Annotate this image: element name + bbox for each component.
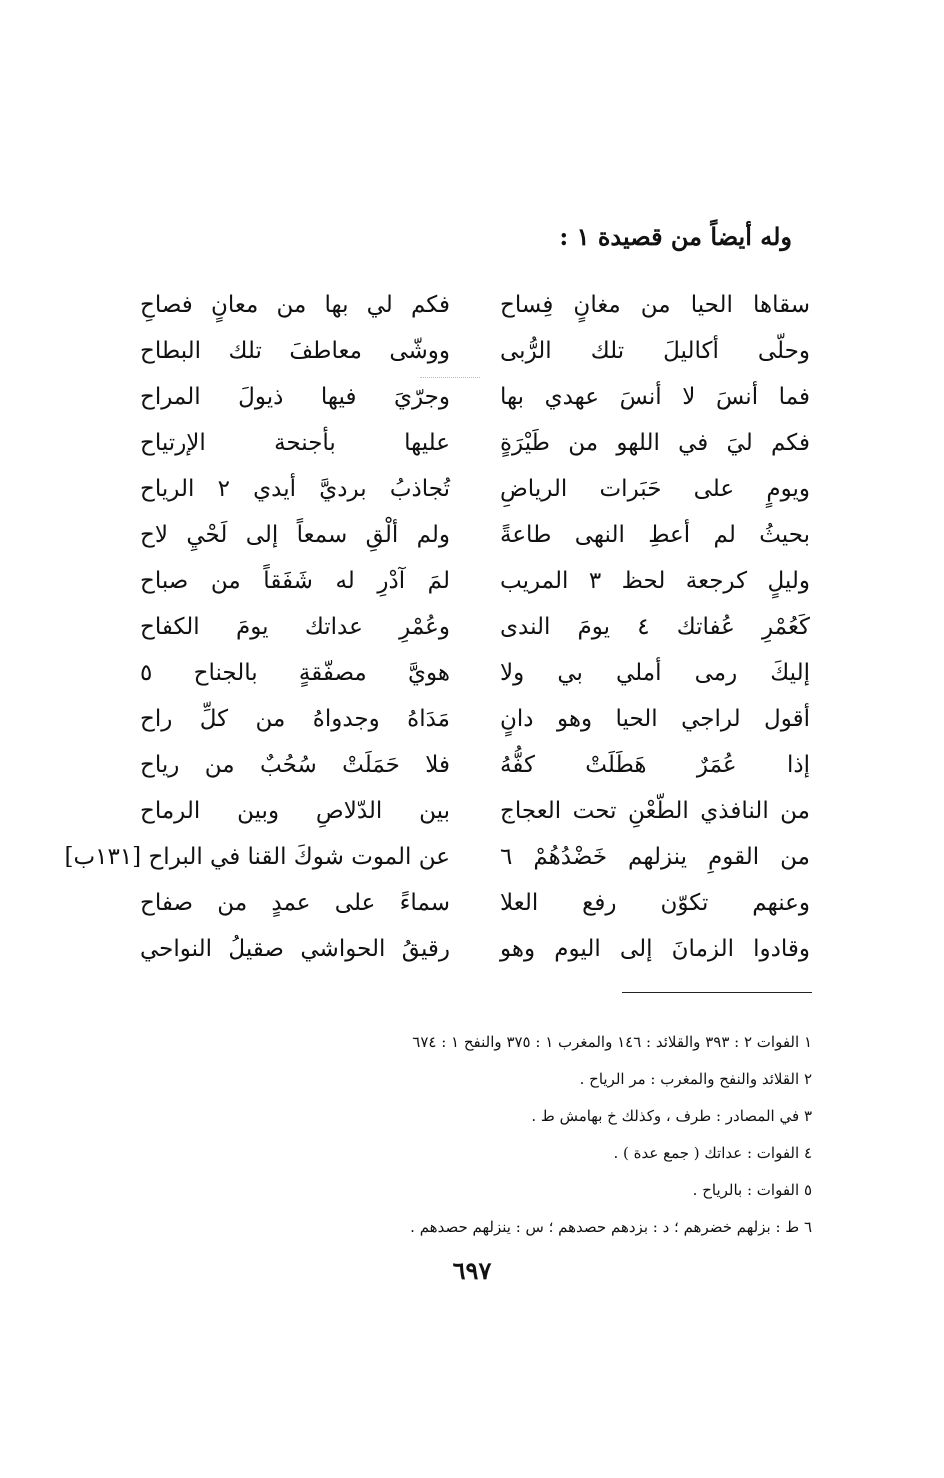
second-hemistich: فلا حَمَلَتْ سُحُبٌ من رياح	[140, 752, 450, 778]
second-hemistich: وعُمْرِ عداتك يومَ الكفاح	[140, 614, 450, 640]
first-hemistich: فما أنسَ لا أنسَ عهدي بها	[500, 384, 810, 410]
first-hemistich: وليلٍ كرجعة لحظ ٣ المريب	[500, 568, 810, 594]
second-hemistich: رقيقُ الحواشي صقيلُ النواحي	[140, 936, 450, 962]
verse-line	[140, 512, 810, 558]
verse-line	[140, 558, 810, 604]
footnote: ٤ الفوات : عداتك ( جمع عدة ) .	[613, 1144, 812, 1162]
second-hemistich: عن الموت شوكَ القنا في البراح [١٣١ب]	[64, 844, 450, 870]
second-hemistich: ووشّى معاطفَ تلك البطاح	[140, 338, 450, 364]
verse-line	[140, 466, 810, 512]
first-hemistich: سقاها الحيا من مغانٍ فِساح	[500, 292, 810, 318]
first-hemistich: وحلّى أكاليلَ تلك الرُّبى	[500, 338, 810, 364]
second-hemistich: هويَّ مصفّقةٍ بالجناح ٥	[140, 660, 450, 686]
poem-heading: وله أيضاً من قصيدة ١ :	[559, 222, 792, 251]
first-hemistich: ويومٍ على حَبَرات الرياضِ	[500, 476, 810, 502]
verse-line	[140, 328, 810, 374]
verse-line	[140, 282, 810, 328]
second-hemistich: تُجاذبُ برديَّ أيدي ٢ الرياح	[140, 476, 450, 502]
second-hemistich: وجرّيَ فيها ذيولَ المراح	[140, 384, 450, 410]
first-hemistich: بحيثُ لم أعطِ النهى طاعةً	[500, 522, 810, 548]
second-hemistich: مَدَاهُ وجدواهُ من كلِّ راح	[140, 706, 450, 732]
poem-verses	[64, 282, 811, 972]
second-hemistich: فكم لي بها من معانٍ فصاحِ	[140, 292, 450, 318]
verse-line	[140, 420, 810, 466]
verse-line	[140, 374, 810, 420]
second-hemistich: بين الدّلاصِ وبين الرماح	[140, 798, 450, 824]
footnotes	[212, 1024, 812, 1246]
verse-line	[140, 926, 810, 972]
footnote: ١ الفوات ٢ : ٣٩٣ والقلائد : ١٤٦ والمغرب ١ : ٣٧٥ والنفح ١ : ٦٧٤	[412, 1033, 812, 1051]
page-number: ٦٩٧	[452, 1256, 492, 1285]
first-hemistich: وعنهم تكوّن رفع العلا	[500, 890, 810, 916]
second-hemistich: لمَ آدْرِ له شَفَقاً من صباح	[140, 568, 450, 594]
footnote: ٦ ط : بزلهم خضرهم ؛ د : بزدهم حصدهم ؛ س : ينزلهم حصدهم .	[410, 1218, 812, 1236]
first-hemistich: إذا عُمَرٌ هَطَلَتْ كفُّهُ	[500, 752, 810, 778]
footnote: ٢ القلائد والنفح والمغرب : مر الرياح .	[579, 1070, 812, 1088]
first-hemistich: إليكَ رمى أملي بي ولا	[500, 660, 810, 686]
verse-line	[140, 742, 810, 788]
second-hemistich: ولم ألْقِ سمعاً إلى لَحْيِ لاح	[140, 522, 450, 548]
first-hemistich: من القومِ ينزلهم خَضْدُهُمْ ٦	[500, 844, 810, 870]
first-hemistich: فكم ليَ في اللهو من طَيْرَةٍ	[500, 430, 810, 456]
verse-line	[64, 834, 810, 880]
first-hemistich: كَعُمْرِ عُفاتك ٤ يومَ الندى	[500, 614, 811, 640]
first-hemistich: من النافذي الطّعْنِ تحت العجاج	[500, 798, 810, 824]
footnote-divider	[622, 992, 812, 993]
footnote: ٣ في المصادر : طرف ، وكذلك خ بهامش ط .	[531, 1107, 812, 1125]
footnote: ٥ الفوات : بالرياح .	[692, 1181, 812, 1199]
first-hemistich: وقادوا الزمانَ إلى اليوم وهو	[500, 936, 810, 962]
verse-line	[140, 650, 810, 696]
verse-line	[140, 696, 810, 742]
second-hemistich: سماءً على عمدٍ من صفاح	[140, 890, 450, 916]
verse-line	[140, 788, 810, 834]
verse-line	[140, 880, 810, 926]
first-hemistich: أقول لراجي الحيا وهو دانٍ	[500, 706, 810, 732]
second-hemistich: عليها بأجنحة الإرتياح	[140, 430, 450, 456]
verse-line	[140, 604, 810, 650]
